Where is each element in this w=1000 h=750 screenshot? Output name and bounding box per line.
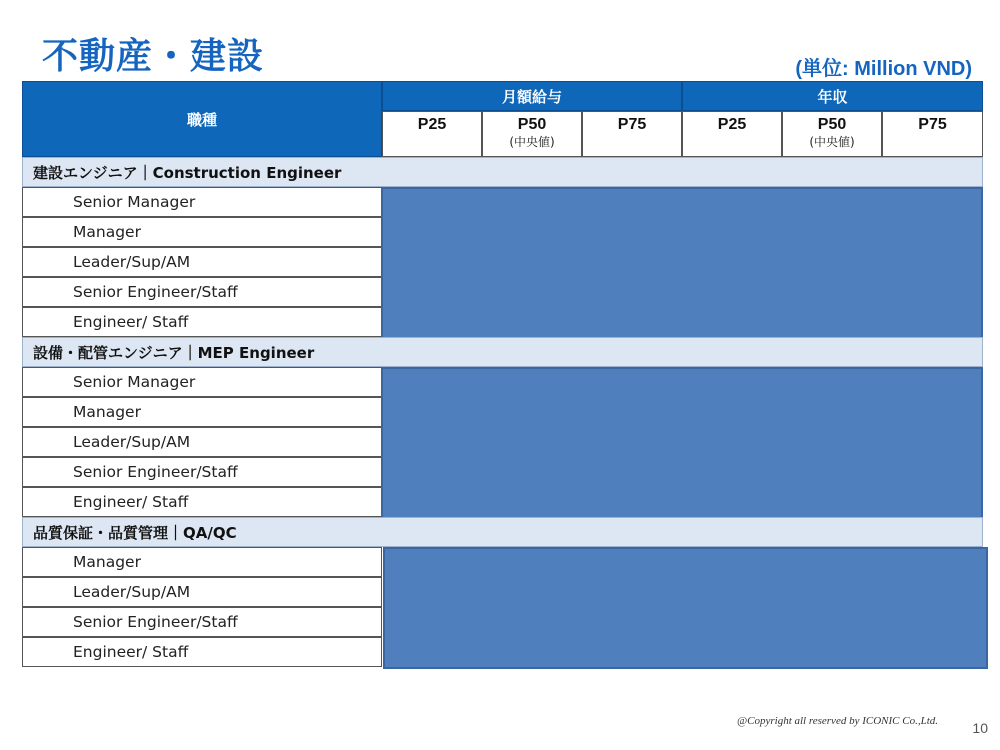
col-header-monthly-p75 (582, 111, 682, 157)
role-row: Manager (22, 217, 382, 247)
col-header-annual-p25 (682, 111, 782, 157)
role-row: Senior Engineer/Staff (22, 457, 382, 487)
role-row: Leader/Sup/AM (22, 427, 382, 457)
col-label: P25 (417, 116, 447, 133)
col-label: P25 (717, 116, 747, 133)
category-row-construction: 建設エンジニア｜Construction Engineer (22, 157, 983, 187)
category-row-qaqc: 品質保証・品質管理｜QA/QC (22, 517, 983, 547)
median-note: (中央値) (809, 135, 855, 149)
col-label: P50 (817, 116, 847, 133)
group-header-annual: 年収 (682, 81, 983, 111)
role-row: Engineer/ Staff (22, 307, 382, 337)
col-header-annual-p50 (782, 111, 882, 157)
median-note: (中央値) (509, 135, 555, 149)
role-row: Senior Manager (22, 187, 382, 217)
unit-label: (単位: Million VND) (795, 58, 972, 80)
role-row: Leader/Sup/AM (22, 577, 382, 607)
col-header-monthly-p25 (382, 111, 482, 157)
role-row: Manager (22, 397, 382, 427)
job-header: 職種 (22, 81, 382, 157)
col-label: P75 (617, 116, 647, 133)
category-row-mep: 設備・配管エンジニア｜MEP Engineer (22, 337, 983, 367)
page-title: 不動産・建設 (42, 36, 265, 77)
salary-table (22, 81, 983, 669)
group-header-monthly: 月額給与 (382, 81, 682, 111)
role-row: Senior Manager (22, 367, 382, 397)
col-label: P75 (918, 116, 947, 133)
redacted-values-block (381, 367, 983, 519)
col-label: P50 (517, 116, 547, 133)
col-header-monthly-p50 (482, 111, 582, 157)
page-number: 10 (972, 720, 988, 736)
redacted-values-block (381, 187, 983, 342)
redacted-values-block (383, 547, 988, 669)
copyright-notice: @Copyright all reserved by ICONIC Co.,Ltd. (737, 715, 938, 727)
role-row: Senior Engineer/Staff (22, 277, 382, 307)
role-row: Engineer/ Staff (22, 487, 382, 517)
col-header-annual-p75 (882, 111, 983, 157)
role-row: Engineer/ Staff (22, 637, 382, 667)
role-row: Senior Engineer/Staff (22, 607, 382, 637)
role-row: Leader/Sup/AM (22, 247, 382, 277)
role-row: Manager (22, 547, 382, 577)
